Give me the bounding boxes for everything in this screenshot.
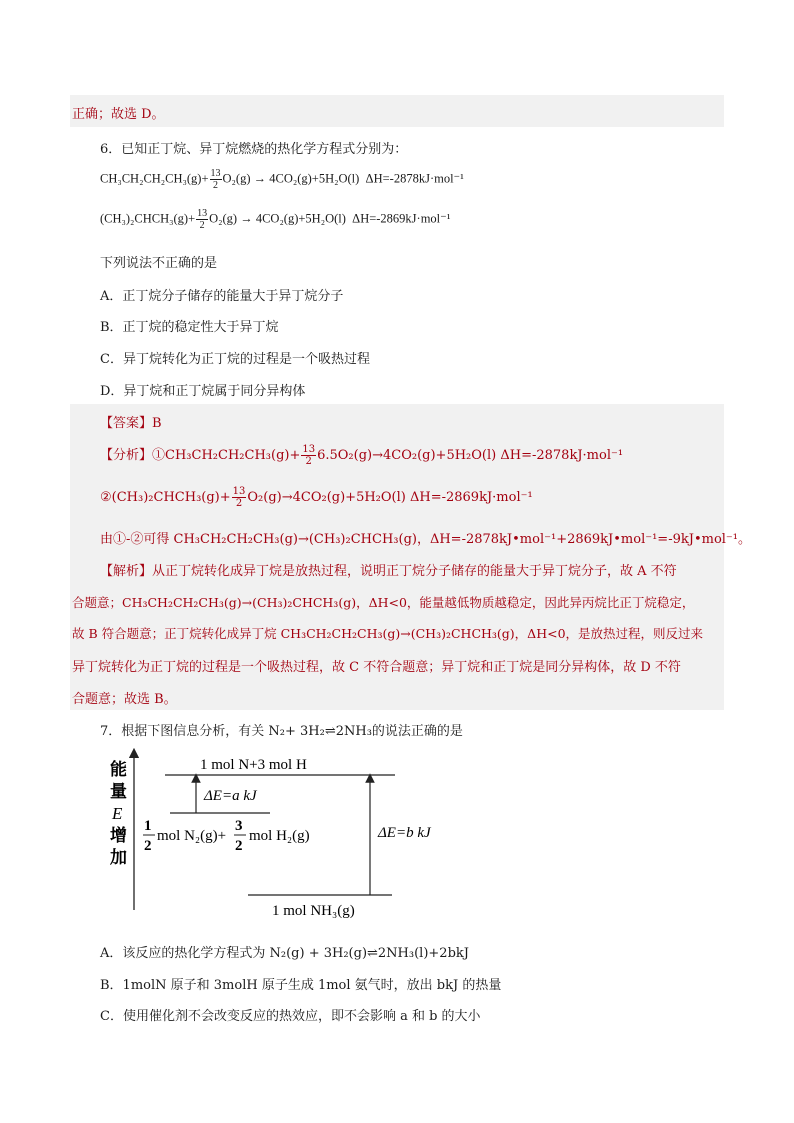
q7-stem: 7．根据下图信息分析，有关 N₂+ 3H₂⇌2NH₃的说法正确的是: [100, 724, 463, 739]
y-axis-char: E: [112, 804, 123, 823]
q7-option-b: B．1molN 原子和 3molH 原子生成 1mol 氨气时，放出 bkJ 的热量: [100, 978, 502, 993]
energy-level-diagram: [0, 745, 794, 935]
q6-analysis-line-3: 由①-②可得 CH₃CH₂CH₂CH₃(g)→(CH₃)₂CHCH₃(g)，ΔH=-2878kJ•mol⁻¹+2869kJ•mol⁻¹=-9kJ•mol⁻¹。: [100, 532, 752, 547]
delta-b-label: ΔE=b kJ: [378, 825, 431, 841]
q6-explain-line-4: 异丁烷转化为正丁烷的过程是一个吸热过程，故 C 不符合题意；异丁烷和正丁烷是同分异构体，故 D 不符: [72, 660, 681, 675]
mid-level-label-b: mol H₂(g): [249, 828, 310, 844]
q6-explain-line-2: 合题意；CH₃CH₂CH₂CH₃(g)→(CH₃)₂CHCH₃(g)，ΔH<0，能量越低物质越稳定，因此异丙烷比正丁烷稳定，: [72, 595, 695, 610]
q6-explain-line-1: 【解析】从正丁烷转化成异丁烷是放热过程，说明正丁烷分子储存的能量大于异丁烷分子，故 A 不符: [100, 564, 677, 579]
fraction: $\frac{13}{2}$: [197, 208, 208, 231]
q6-prompt: 下列说法不正确的是: [100, 256, 218, 271]
q7-option-c: C．使用催化剂不会改变反应的热效应，即不会影响 a 和 b 的大小: [100, 1009, 481, 1024]
mid-frac-num-2: 3: [235, 818, 243, 834]
bottom-level-label: 1 mol NH₃(g): [272, 903, 355, 919]
q6-equation-1: CH₃CH₂CH₂CH₃(g)+ $\frac{13}{2}$ O₂(g) → 4CO₂(g)+5H₂O(l) ΔH=-2878kJ·mol⁻¹: [100, 168, 464, 191]
fraction: $\frac{13}{2}$: [232, 486, 246, 509]
q6-option-c: C．异丁烷转化为正丁烷的过程是一个吸热过程: [100, 352, 370, 367]
q6-option-d: D．异丁烷和正丁烷属于同分异构体: [100, 384, 306, 399]
q6-explain-line-3: 故 B 符合题意；正丁烷转化成异丁烷 CH₃CH₂CH₂CH₃(g)→(CH₃)₂CHCH₃(g)，ΔH<0，是放热过程，则反过来: [72, 626, 704, 641]
mid-frac-den-1: 2: [144, 838, 152, 854]
mid-level-label-a: mol N₂(g)+: [157, 828, 227, 844]
q6-analysis-line-2: ②(CH₃)₂CHCH₃(g)+ $\frac{13}{2}$ O₂(g)→4CO₂(g)+5H₂O(l) ΔH=-2869kJ·mol⁻¹: [100, 486, 533, 509]
y-axis-char: 增: [110, 826, 127, 845]
top-level-label: 1 mol N+3 mol H: [200, 757, 307, 773]
mid-frac-num-1: 1: [144, 818, 152, 834]
q6-analysis-line-1: 【分析】①CH₃CH₂CH₂CH₃(g)+ $\frac{13}{2}$ 6.5O₂(g)→4CO₂(g)+5H₂O(l) ΔH=-2878kJ·mol⁻¹: [100, 444, 624, 467]
prev-answer-shade: [70, 95, 724, 127]
q6-option-a: A．正丁烷分子储存的能量大于异丁烷分子: [100, 289, 344, 304]
y-axis-char: 量: [110, 782, 127, 801]
prev-answer-tail: 正确；故选 D。: [72, 107, 165, 122]
q6-equation-2: (CH₃)₂CHCH₃(g)+ $\frac{13}{2}$ O₂(g) → 4CO₂(g)+5H₂O(l) ΔH=-2869kJ·mol⁻¹: [100, 208, 451, 231]
q6-option-b: B．正丁烷的稳定性大于异丁烷: [100, 320, 279, 335]
q7-option-a: A．该反应的热化学方程式为 N₂(g) + 3H₂(g)⇌2NH₃(l)+2bkJ: [100, 946, 469, 961]
q6-answer: 【答案】B: [100, 416, 162, 431]
fraction: $\frac{13}{2}$: [302, 444, 316, 467]
delta-a-label: ΔE=a kJ: [204, 788, 257, 804]
mid-frac-den-2: 2: [235, 838, 243, 854]
y-axis-char: 加: [110, 848, 127, 867]
y-axis-char: 能: [110, 760, 127, 779]
q6-explain-line-5: 合题意；故选 B。: [72, 692, 177, 707]
q6-stem: 6．已知正丁烷、异丁烷燃烧的热化学方程式分别为：: [100, 142, 408, 157]
fraction: $\frac{13}{2}$: [210, 168, 221, 191]
